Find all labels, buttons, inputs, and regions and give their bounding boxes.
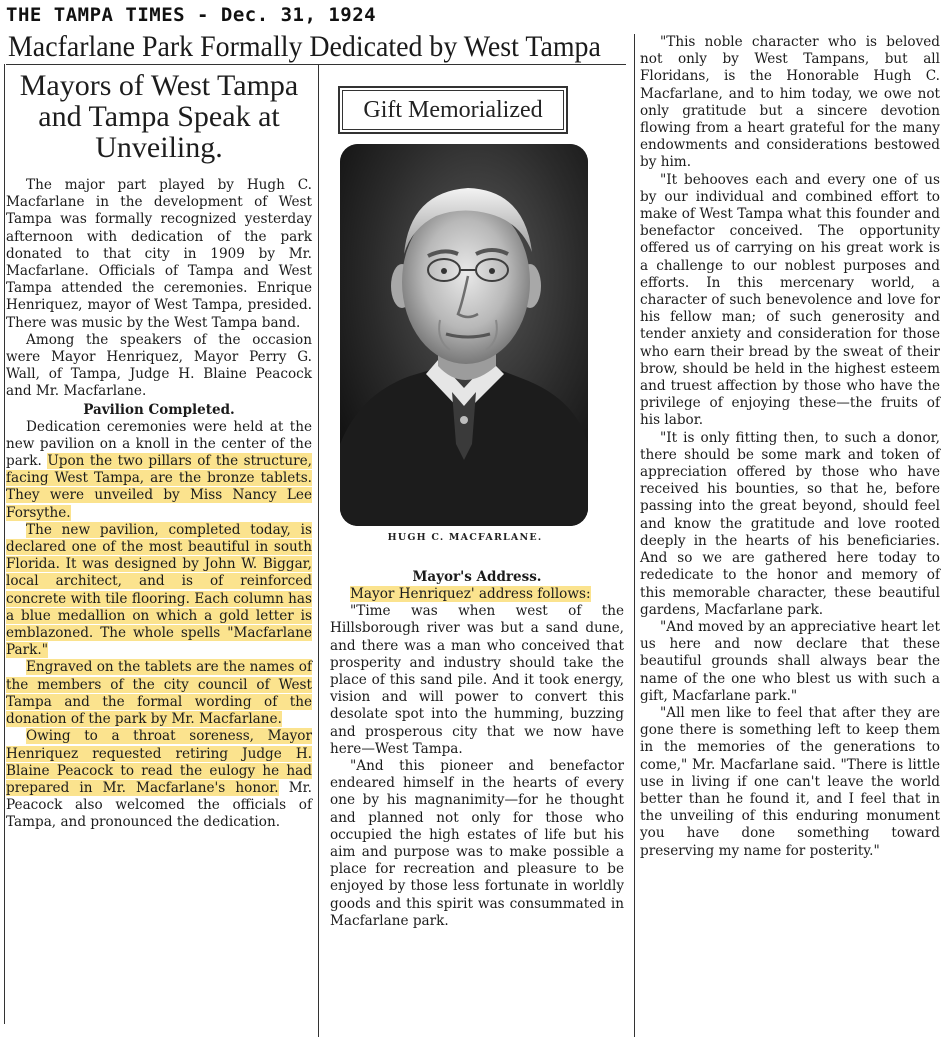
gift-memorialized-title: Gift Memorialized [338,86,568,134]
paragraph [330,586,624,603]
paragraph: The major part played by Hugh C. Macfarlane in the development of West Tampa was formally recognized yesterday afternoon with dedication of the park donated to that city in 1909 by Mr. Macfarlane. Officials of Tampa and West Tampa attended the ceremonies. Enrique Henriquez, mayor of West Tampa, presided. There was music by the West Tampa band. [6,177,312,331]
text-run: Dedication ceremonies were held at the new pavilion on a knoll in the center of the park. [6,418,312,470]
highlighted-text: The new pavilion, completed today, is declared one of the most beautiful in south Florida. It was designed by John W. Biggar, local architect, and is of reinforced concrete with tile flooring. Each column has a blue medallion on which a gold letter is emblazoned. The whole spells "Macfarlane Park." [6,521,312,659]
column-rule-outer [4,64,5,1024]
mayors-address-section [330,568,624,930]
paragraph [6,522,312,660]
column-rule-right [634,34,635,1037]
highlighted-text: Upon the two pillars of the structure, facing West Tampa, are the bronze tablets. They were unveiled by Miss Nancy Lee Forsythe. [6,453,312,521]
portrait-photo-icon [340,144,588,526]
column-1 [6,64,312,1037]
paragraph: "It is only fitting then, to such a donor, there should be some mark and token of appreciation offered by those who have received his bounties, so that he, before passing into the great beyond, should feel and know the gratitude and love rooted deeply in the hearts of his beneficiaries. And so we are gathered here today to rededicate to the honor and memory of this memorable character, these beautiful gardens, Macfarlane park. [640,429,940,618]
highlighted-text: Engraved on the tablets are the names of the members of the city council of West Tampa and the formal wording of the donation of the park by Mr. Macfarlane. [6,659,312,728]
subhead-pavilion: Pavilion Completed. [83,401,235,418]
paragraph: "All men like to feel that after they are gone there is something left to keep them in the memories of the generations to come," Mr. Macfarlane said. "There is little use in living if one can't leave the world better than he found it, and I feel that in the unveiling of this enduring monument you have done something toward preserving my name for posterity." [640,704,940,859]
paragraph: "Time was when west of the Hillsborough river was but a sand dune, and there was a man who conceived that prosperity and industry should take the place of this sand pile. And it took energy, vision and will power to convert this desolate spot into the humming, buzzing and prosperous city that we now have here—West Tampa. [330,603,624,757]
text-run: Mr. Peacock also welcomed the officials of Tampa, and pronounced the dedication. [6,779,312,831]
paragraph: "And moved by an appreciative heart let us here and now declare that these beautiful grounds shall always bear the name of the one who blest us with such a gift, Macfarlane park." [640,618,940,704]
paragraph: "And this pioneer and benefactor endeared himself in the hearts of every one by his magnanimity—for he thought and planned not only for those who occupied the high estates of life but his aim and purpose was to make possible a place for recreation and pleasure to be enjoyed by those less fortunate in worldly goods and this spirit was consummated in Macfarlane park. [330,758,624,929]
paragraph: "It behooves each and every one of us by our individual and combined effort to make of West Tampa what this founder and benefactor conceived. The opportunity offered us of carrying on his great work is a challenge to our noblest purposes and efforts. In this mercenary world, a character of such benevolence and love for his fellow man; of such generosity and tender anxiety and consideration for those who earn their bread by the sweat of their brow, should be held in the highest esteem and truest affection by those who have the privilege of enjoying these—the fruits of his labor. [640,171,940,429]
paragraph [6,659,312,728]
column-rule-left [318,64,319,1037]
highlighted-text: Mayor Henriquez' address follows: [350,586,591,602]
paragraph [6,728,312,831]
column-3 [640,34,940,1037]
article-headline: Mayors of West Tampa and Tampa Speak at Unveiling. [19,69,299,164]
column-2 [330,64,628,1037]
paragraph: "This noble character who is beloved not only by West Tampans, but all Floridans, is the Honorable Hugh C. Macfarlane, and to him today, we owe not only gratitude but a sincere devotion flowing from a heart grateful for the many endowments and considerations bestowed by him. [640,34,940,171]
paragraph [6,419,312,522]
highlighted-text: Owing to a throat soreness, Mayor Henriquez requested retiring Judge H. Blaine Peacock to read the eulogy he had prepared in Mr. Macfarlane's honor. [6,728,312,796]
photo-caption: HUGH C. MACFARLANE. [387,532,543,543]
paragraph: Among the speakers of the occasion were Mayor Henriquez, Mayor Perry G. Wall, of Tampa, Judge H. Blaine Peacock and Mr. Macfarlane. [6,331,312,400]
masthead: THE TAMPA TIMES - Dec. 31, 1924 [6,4,377,26]
subhead-mayors-address: Mayor's Address. [412,569,542,585]
portrait-photo [340,144,588,526]
banner-headline: Macfarlane Park Formally Dedicated by West Tampa [8,30,601,63]
